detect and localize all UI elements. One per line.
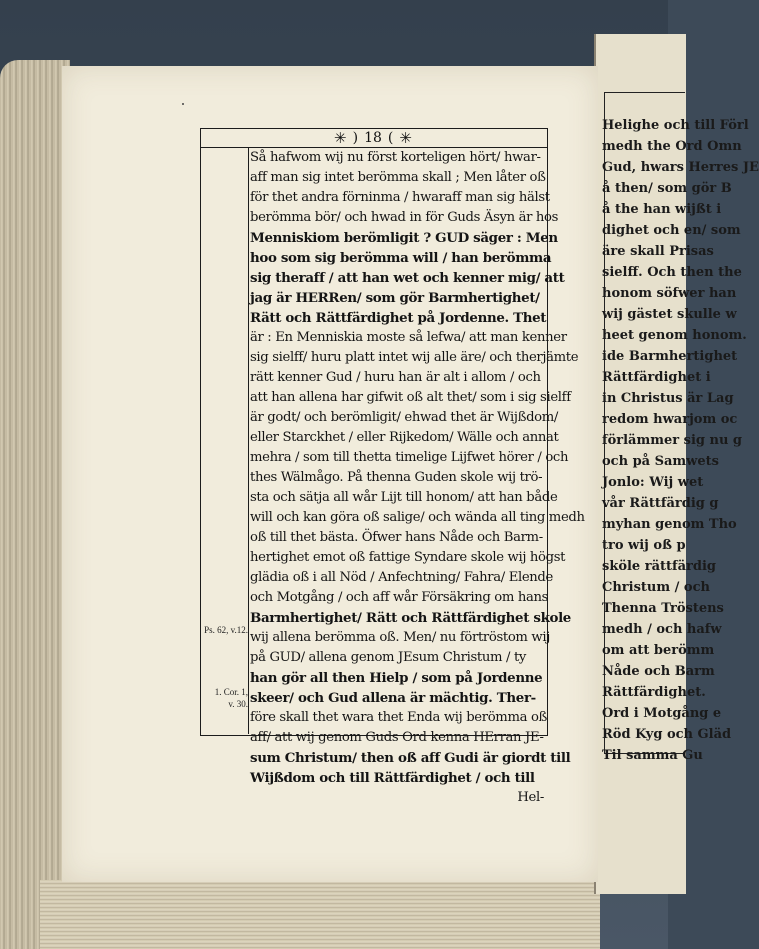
facing-page-line: honom söfwer han (602, 286, 737, 301)
facing-page-line: Nåde och Barm (602, 664, 715, 679)
facing-page-line: myhan genom Tho (602, 517, 737, 532)
facing-page-line: och på Samwets (602, 454, 719, 469)
facing-page-line: Jonlo: Wij wet (602, 475, 704, 490)
facing-page-line: Til samma Gu (602, 748, 703, 763)
facing-page-line: Helighe och till Förl (602, 118, 749, 133)
text-line: före skall thet wara thet Enda wij berömma oß (250, 710, 548, 725)
ornament-right-icon: ✳ (399, 128, 412, 147)
facing-page-line: sielff. Och then the (602, 265, 742, 280)
text-line: sum Christum/ then oß aff Gudi är giordt till (250, 750, 571, 766)
margin-rule (248, 148, 249, 734)
facing-page-line: medh the Ord Omn (602, 139, 742, 154)
body-text (250, 148, 585, 808)
text-line: will och kan göra oß salige/ och wända all ting medh (250, 510, 585, 525)
text-line: oß till thet bästa. Öfwer hans Nåde och Barm- (250, 530, 543, 545)
text-line: på GUD/ allena genom JEsum Christum / ty (250, 650, 526, 665)
text-line: hertighet emot oß fattige Syndare skole wij högst (250, 550, 566, 565)
facing-page-line: Röd Kyg och Gläd (602, 727, 732, 742)
paper-speck (182, 103, 184, 105)
text-line: att han allena har gifwit oß alt thet/ som i sig sielff (250, 390, 571, 405)
text-line: berömma bör/ och hwad in för Guds Äsyn är hos (250, 210, 559, 225)
facing-page-line: äre skall Prisas (602, 244, 714, 259)
margin-note-psalm: Ps. 62, v.12. (204, 625, 248, 635)
facing-page-line: å then/ som gör B (602, 181, 732, 196)
text-line: sig theraff / att han wet och kenner mig/ att (250, 270, 565, 286)
facing-page-line: förlämmer sig nu g (602, 433, 743, 448)
facing-page (594, 34, 759, 894)
facing-page-line: Ord i Motgång e (602, 706, 722, 721)
facing-page-line: om att berömm (602, 643, 715, 658)
facing-page-line: Thenna Tröstens (602, 601, 724, 616)
facing-page-line: tro wij oß p (602, 538, 686, 553)
header-bracket-left: ) (352, 129, 359, 146)
text-line: sig sielff/ huru platt intet wij alle äre/ och therjämte (250, 350, 579, 365)
facing-page-line: sköle rättfärdig (602, 559, 716, 574)
text-line: jag är HERRen/ som gör Barmhertighet/ (250, 290, 540, 306)
header-bracket-right: ( (387, 129, 394, 146)
text-line: aff/ att wij genom Guds Ord kenna HErran JE- (250, 730, 544, 745)
text-line: Rätt och Rättfärdighet på Jordenne. Thet (250, 310, 547, 326)
book-bottom-edges (40, 880, 600, 949)
text-line: för thet andra förninma / hwaraff man sig hälst (250, 190, 550, 205)
text-line: och Motgång / och aff wår Försäkring om hans (250, 590, 549, 605)
text-line: Wijßdom och till Rättfärdighet / och till (250, 770, 535, 786)
catchword: Hel- (517, 790, 544, 805)
margin-note-cor-line1: 1. Cor. 1, (214, 687, 248, 697)
text-line: eller Starckhet / eller Rijkedom/ Wälle och annat (250, 430, 559, 445)
text-line: aff man sig intet berömma skall ; Men låter oß (250, 170, 546, 185)
facing-page-line: Rättfärdighet i (602, 370, 711, 385)
text-line: rätt kenner Gud / huru han är alt i allom / och (250, 370, 541, 385)
ornament-left-icon: ✳ (334, 128, 347, 147)
text-line: är godt/ och berömligit/ ehwad thet är Wijßdom/ (250, 410, 558, 425)
facing-page-line: wij gästet skulle w (602, 307, 737, 322)
text-line: hoo som sig berömma will / han berömma (250, 250, 552, 266)
page-header (200, 128, 546, 147)
facing-page-line: å the han wijßt i (602, 202, 722, 217)
text-line: han gör all then Hielp / som på Jordenne (250, 670, 543, 686)
text-line: mehra / som till thetta timelige Lijfwet hörer / och (250, 450, 569, 465)
facing-page-line: heet genom honom. (602, 328, 747, 343)
facing-page-line: Rättfärdighet. (602, 685, 706, 700)
facing-page-line: in Christus är Lag (602, 391, 734, 406)
book-page-edges (0, 60, 70, 949)
facing-page-line: medh / och hafw (602, 622, 722, 637)
text-line: Så hafwom wij nu först korteligen hört/ hwar- (250, 150, 541, 165)
facing-page-line: vår Rättfärdig g (602, 496, 719, 511)
margin-note-cor-line2: v. 30. (228, 699, 248, 709)
text-line: är : En Menniskia moste så lefwa/ att man kenner (250, 330, 567, 345)
text-line: Barmhertighet/ Rätt och Rättfärdighet skole (250, 610, 571, 626)
facing-page-line: ide Barmhertighet (602, 349, 738, 364)
page-number: 18 (364, 129, 382, 146)
facing-page-line: redom hwarjom oc (602, 412, 738, 427)
text-line: wij allena berömma oß. Men/ nu förtröstom wij (250, 630, 550, 645)
facing-page-line: Gud, hwars Herres JE (602, 160, 759, 175)
text-line: Menniskiom berömligit ? GUD säger : Men (250, 230, 558, 246)
text-line: skeer/ och Gud allena är mächtig. Ther- (250, 690, 536, 706)
facing-page-line: dighet och en/ som (602, 223, 741, 238)
text-line: thes Wälmågo. På thenna Guden skole wij trö- (250, 470, 543, 485)
facing-page-line: Christum / och (602, 580, 710, 595)
text-line: sta och sätja all wår Lijt till honom/ att han både (250, 490, 558, 505)
text-line: glädia oß i all Nöd / Anfechtning/ Fahra/ Elende (250, 570, 553, 585)
